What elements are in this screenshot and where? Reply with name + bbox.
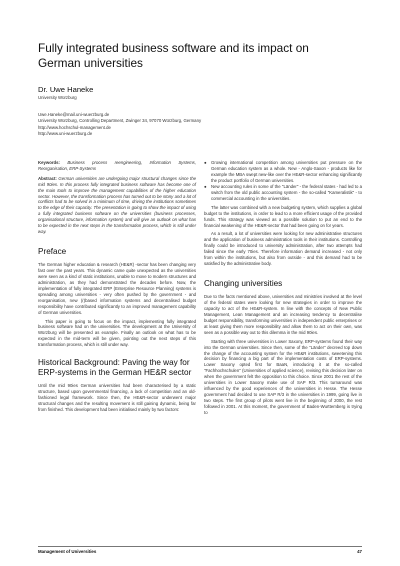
keywords	[38, 160, 196, 172]
footer-divider	[38, 546, 362, 547]
body-paragraph: As a result, a lot of universities were looking for new administrative structures and the application of business administration tools in their institutions. Controlling finally could be introduced to university administration, after two attempts had failed since the early 70ies. Therefore information demand increased - not only from within the institutions, but also from outside - and this demand had to be satisfied by the administrative body.	[204, 231, 362, 266]
list-item-text: Growing international competition among universities put pressure on the German education system as a whole. New - Anglo-Saxon - products like for example the MBA swept new-like over the HE&R-sector enhancing significantly the product portfolio of German universities.	[211, 160, 362, 183]
keywords-label: Keywords:	[38, 160, 60, 165]
changing-paragraph-1: Due to the facts mentioned above, universities and ministries involved at the level of the federal states were looking for new strategies in order to improve the capacity to act of the HE&R-system. In line with the concepts of New Public Management, Lean Management and an increasing tendency to decentralise budget responsibility, transforming universities in independent public enterprises or at least giving them more responsibility and allow them to act on their own, was seen as a possible way out to this dilemma in the mid 90ies.	[204, 294, 362, 335]
bullet-icon: ●	[204, 184, 207, 190]
preface-paragraph-2: This paper is going to focus on the impact, implementing fully integrated business software had on the universities. The development at the University of Würzburg will be presented as example. Finally an outlook on what has to be expected in the mid-term will be given, pointing out the next steps of this transformation process, which is still under way.	[38, 318, 196, 348]
paper-title: Fully integrated business software and its impact on German universities	[38, 41, 309, 70]
right-column	[204, 160, 362, 419]
bullet-icon: ●	[204, 160, 207, 165]
body-paragraph: The latter was combined with a new budgeting system, which supplies a global budget to the institutions, in order to lead to a more efficient usage of the provided funds. This strategy was viewed as a possible solution to put an end to the financial weakening of the HE&R-sector that had been going on for years.	[204, 204, 362, 228]
history-paragraph-1: Until the mid 90ies German universities had been characterised by a static structure, based upon governmental financing, a lack of competition and an old-fashioned legal framework. Since then, the HE&R-sector underwent major structural changes and the resulting movement is still gaining dynamic, being far from finished. This development had been initialised mainly by two factors:	[38, 383, 196, 412]
abstract-text: German universities are undergoing major structural changes since the mid 90ies. In this process fully integrated business software has become one of the main tools to improve the management capabilities of the higher education sector. However, the transformation process has turned out to be stony and a lot of conflicts had to be solved in a minimum of time, driving the institutions sometimes to the edge of their capacity. The presentation is going to show the impact of using a fully integrated business software on the universities (business processes, organisational structure, information system) and will give an outlook on what has to be expected in the next steps in the transformation process, which is still under way.	[38, 175, 196, 234]
footer-journal-name: Management of Universities	[38, 549, 97, 554]
section-heading-changing-universities: Changing universities	[204, 278, 283, 288]
list-item	[204, 160, 362, 184]
author-name: Dr. Uwe Haneke	[38, 85, 94, 94]
section-heading-preface: Preface	[38, 246, 67, 256]
list-item	[204, 184, 362, 202]
section-heading-historical-background: Historical Background: Paving the way for ERP-systems in the German HE&R sector	[38, 358, 192, 377]
preface-paragraph-1: The German higher education & research (HE&R) -sector has been changing very fast over the past years. This dynamic came quite unexpected as the universities were seen as a kind of static institutions, unable to move to modern structures and administration, as they had demonstrated the decades before. Now, the implementation of fully integrated ERP (Enterprise Resource Planning) systems is spreading among universities - very often pushed by the government - and reorganisation, new (r)based information systems and decentralised budget responsibility have contributed significantly to an improved management capability of German universities.	[38, 262, 196, 315]
keywords-text: Business process reengineering, Information Systems, Reorganisation, ERP-Systems	[38, 160, 196, 171]
left-column	[38, 160, 196, 416]
contact-block	[38, 112, 358, 137]
list-item-text: New accounting rules in some of the "Länder" - the federal states - had led to a switch from the old public accounting system - the so-called "Kameralistik" - to commercial accounting in the universities.	[211, 184, 362, 201]
abstract	[38, 176, 196, 235]
contact-website-link[interactable]: http://www.hochschul-management.de	[38, 124, 111, 130]
contact-address: University Würzburg, Controlling Department, Zwinger 34, 97070 Würzburg, Germany	[38, 118, 202, 124]
author-affiliation: University Würzburg	[38, 95, 77, 100]
factor-list	[204, 160, 362, 202]
contact-email[interactable]: Uwe.Haneke@mail.uni-wuerzburg.de	[38, 112, 110, 117]
changing-paragraph-2: Starting with three universities in Lower Saxony, ERP-systems found their way into the German universities. Since then, some of the "Länder" decreed top down the change of the accounting system for the HE&R institutions, sweetening this decision by financing a big part of the implementation costs of ERP-systems. Lower Saxony opted first for BaaN, introducing it at the so-called "Fachhochschulen" (Universities of applied science), revising this decision later on when the government felt the opposition to this choice. Since 2001 the rest of the universities in Lower Saxony make use of SAP R/3. This turnaround was influenced by the good experiences of the universities in Hesse. The Hesse government had decided to use SAP R/3 in the universities in 1999, going live in two steps. The first group of pilots went live in the beginning of 2000, the rest followed in 2001. At this moment, the government of Baden-Wurttemberg is trying to	[204, 338, 362, 415]
abstract-label: Abstract:	[38, 175, 57, 181]
page-number: 47	[357, 549, 362, 554]
contact-university-link[interactable]: http://www.uni-wuerzburg.de	[38, 130, 93, 136]
